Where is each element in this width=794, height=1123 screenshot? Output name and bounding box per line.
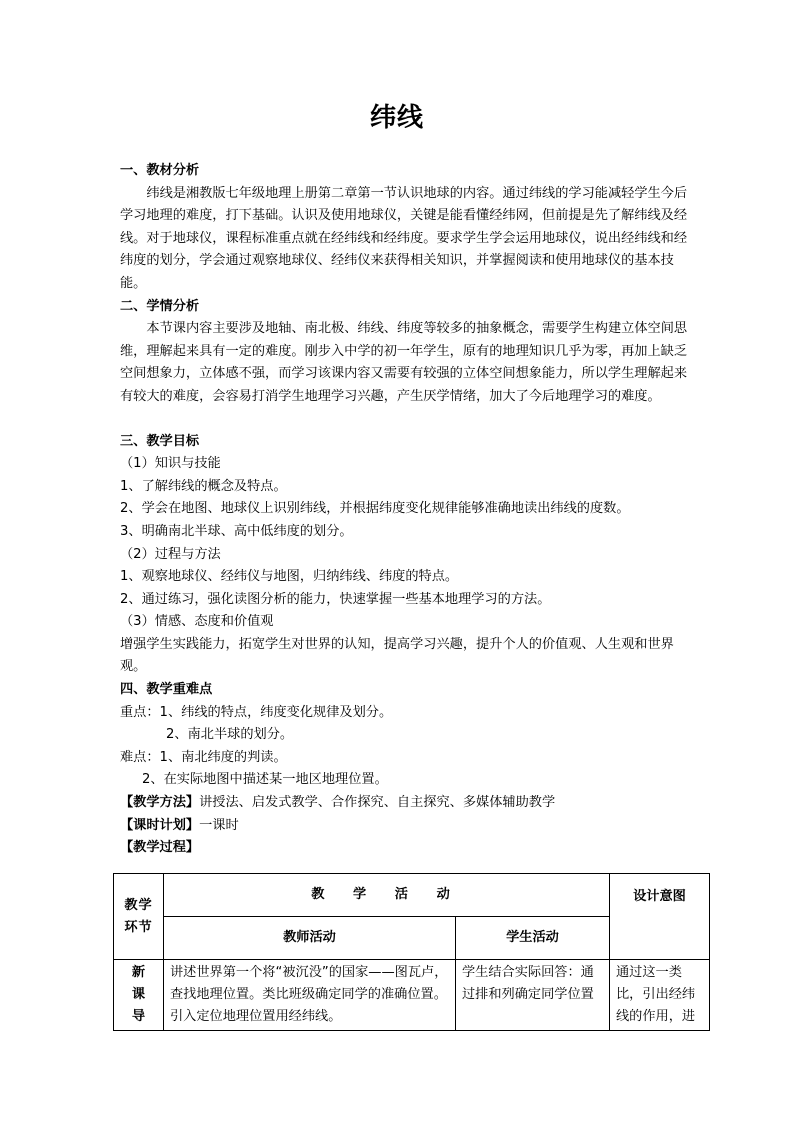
section-heading-objectives: 三、教学目标 bbox=[120, 433, 200, 449]
lesson-plan-text: 一课时 bbox=[199, 817, 239, 833]
lesson-plan-line bbox=[120, 815, 700, 838]
paragraph-learners: 本节课内容主要涉及地轴、南北极、纬线、纬度等较多的抽象概念，需要学生构建立体空间思维，理解起来具有一定的难度。刚步入中学的初一年学生，原有的地理知识几乎为零，再加上缺乏空间想象力，立体感不强，而学习该课内容又需要有较强的立体空间想象能力，所以学生理解起来有较大的难度，会容易打消学生地理学习兴趣，产生厌学情绪，加大了今后地理学习的难度。 bbox=[120, 321, 688, 404]
header-design: 设计意图 bbox=[610, 874, 710, 960]
objective-item: 3、明确南北半球、高中低纬度的划分。 bbox=[120, 523, 353, 539]
table-header-row bbox=[114, 874, 710, 917]
document-title: 纬线 bbox=[369, 103, 424, 133]
teaching-process-label: 【教学过程】 bbox=[120, 840, 200, 856]
keypoint-item: 2、南北半球的划分。 bbox=[166, 727, 294, 743]
header-student: 学生活动 bbox=[456, 917, 610, 960]
teaching-method-text: 讲授法、启发式教学、合作探究、自主探究、多媒体辅助教学 bbox=[199, 795, 556, 811]
cell-stage: 新课导 bbox=[114, 960, 164, 1031]
objective-item: 1、了解纬线的概念及特点。 bbox=[120, 478, 287, 494]
objective-item: 2、学会在地图、地球仪上识别纬线，并根据纬度变化规律能够准确地读出纬线的度数。 bbox=[120, 501, 630, 517]
section-heading-keypoints: 四、教学重难点 bbox=[120, 682, 213, 698]
keypoint-item: 重点：1、纬线的特点，纬度变化规律及划分。 bbox=[120, 704, 393, 720]
header-teacher: 教师活动 bbox=[164, 917, 456, 960]
paragraph-material: 纬线是湘教版七年级地理上册第二章第一节认识地球的内容。通过纬线的学习能减轻学生今后学习地理的难度，打下基础。认识及使用地球仪，关键是能看懂经纬网，但前提是先了解纬线及经线。对于地球仪，课程标准重点就在经纬线和经纬度。要求学生学会运用地球仪，说出经纬线和经纬度的划分，学会通过观察地球仪、经纬仪来获得相关知识，并掌握阅读和使用地球仪的基本技能。 bbox=[120, 185, 688, 291]
teaching-method-label: 【教学方法】 bbox=[120, 795, 200, 811]
difficulty-item: 难点：1、南北纬度的判读。 bbox=[120, 749, 287, 765]
section-heading-learners: 二、学情分析 bbox=[120, 298, 200, 314]
section-heading-material: 一、教材分析 bbox=[120, 163, 200, 178]
difficulty-item: 2、在实际地图中描述某一地区地理位置。 bbox=[142, 772, 388, 788]
objective-item: 2、通过练习，强化读图分析的能力，快速掌握一些基本地理学习的方法。 bbox=[120, 591, 551, 607]
objective-subheading: （1）知识与技能 bbox=[120, 456, 221, 472]
cell-teacher-activity: 讲述世界第一个将“被沉没”的国家——图瓦卢，查找地理位置。类比班级确定同学的准确位置。引入定位地理位置用经纬线。 bbox=[164, 960, 456, 1031]
cell-design-intent: 通过这一类比，引出经纬线的作用，进 bbox=[610, 960, 710, 1031]
objective-subheading: （3）情感、态度和价值观 bbox=[120, 614, 274, 630]
teaching-method-line bbox=[120, 792, 700, 815]
objective-item: 1、观察地球仪、经纬仪与地图，归纳纬线、纬度的特点。 bbox=[120, 569, 459, 585]
header-stage: 教学环节 bbox=[114, 874, 164, 960]
header-activity: 教 学 活 动 bbox=[164, 874, 610, 917]
table-row bbox=[114, 960, 710, 1031]
objective-subheading: （2）过程与方法 bbox=[120, 546, 221, 562]
objective-item: 增强学生实践能力，拓宽学生对世界的认知，提高学习兴趣，提升个人的价值观、人生观和世界观。 bbox=[120, 636, 674, 675]
teaching-process-table bbox=[113, 873, 710, 1031]
spacer bbox=[120, 409, 700, 431]
lesson-plan-label: 【课时计划】 bbox=[120, 817, 200, 833]
document-body bbox=[120, 160, 700, 860]
cell-student-activity: 学生结合实际回答：通过排和列确定同学位置 bbox=[456, 960, 610, 1031]
